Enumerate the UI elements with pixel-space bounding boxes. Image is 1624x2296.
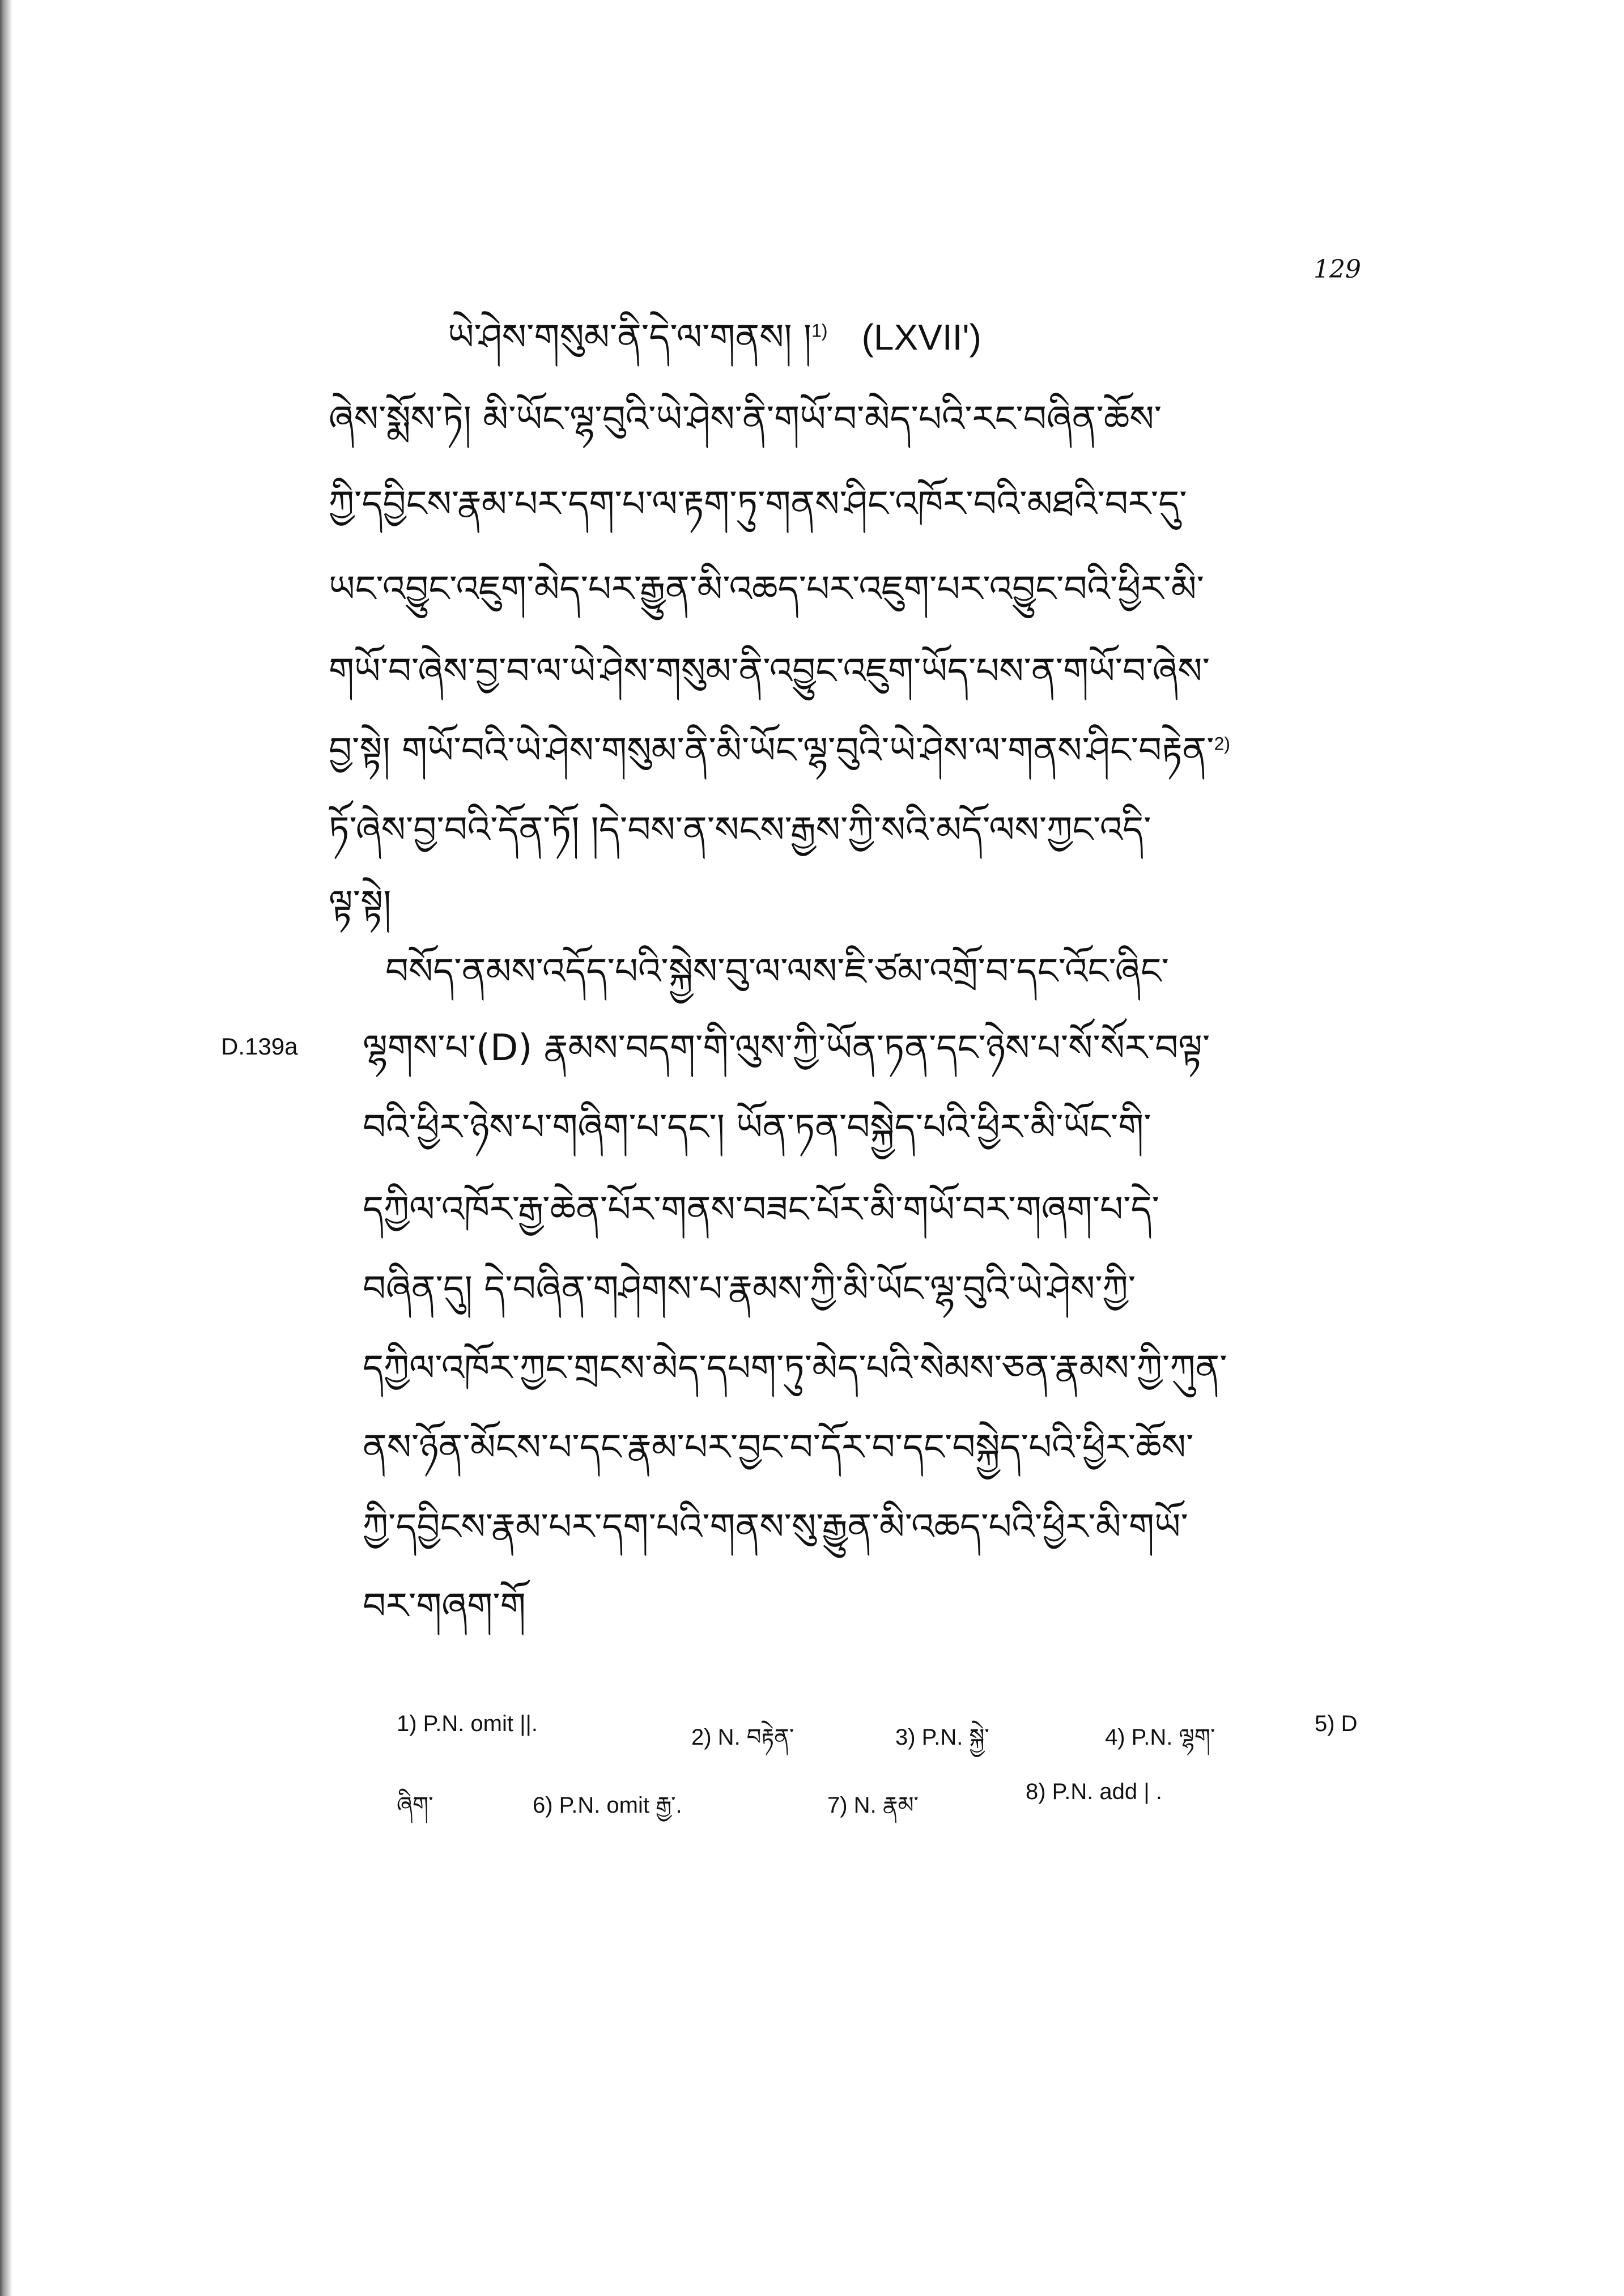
text-line: ནས་ཉོན་མོངས་པ་དང་རྣམ་པར་བྱང་བ་དོར་བ་དང་བསྐྱེད་པའི་ཕྱིར་ཆོས་ [363, 1427, 1194, 1469]
marginal-folio-reference: D.139a [221, 1033, 298, 1060]
footnote: 6) P.N. omit རྒྱ་. [533, 1793, 682, 1818]
text-line: དཀྱིལ་འཁོར་རྒྱ་ཆེན་པོར་གནས་བཟང་པོར་མི་གཡོ་བར་གཞག་པ་དེ་ [363, 1189, 1160, 1231]
text-line: བར་གཞག་གོ [363, 1585, 526, 1627]
footnote: 4) P.N. ལྷག་ [1105, 1725, 1215, 1750]
text-line: ཀྱི་དབྱིངས་རྣམ་པར་དག་པའི་གནས་སུ་རྒྱུན་མི་འཆད་པའི་ཕྱིར་མི་གཡོ་ [363, 1506, 1188, 1548]
page-binding-edge [0, 0, 12, 2296]
text-line: དཀྱིལ་འཁོར་ཀྱང་གྲངས་མེད་དཔག་ཏུ་མེད་པའི་སེམས་ཅན་རྣམས་ཀྱི་ཀུན་ [363, 1347, 1227, 1389]
footnote: 7) N. རྣམ་ [827, 1793, 919, 1818]
footnote: 5) D [1315, 1711, 1358, 1736]
footnote-mark: 2) [1214, 733, 1231, 754]
footnote: 2) N. བརྟེན་ [691, 1725, 794, 1750]
section-heading [448, 317, 981, 358]
page-number: 129 [1313, 255, 1361, 284]
text-line: ཞེས་སྨོས་ཏེ། མི་ཡོང་ལྷ་བུའི་ཡེ་ཤེས་ནི་གཡོ་བ་མེད་པའི་རང་བཞིན་ཆོས་ [329, 398, 1162, 440]
footnote: 1) P.N. omit ||. [397, 1711, 538, 1736]
text-line: བསོད་ནམས་འདོད་པའི་སྐྱེས་བུ་ལ་ལས་ཇི་ཙམ་འགྲོ་བ་དང་འོང་ཞིང་ [385, 951, 1169, 993]
footnote: 8) P.N. add | . [1026, 1779, 1162, 1804]
heading-tibetan: ཡེ་ཤེས་གསུམ་ནི་དེ་ལ་གནས། ། [448, 317, 812, 359]
footnote: 3) P.N. སྐྱེ་ [895, 1725, 989, 1750]
heading-footnote-mark: 1) [811, 320, 828, 341]
text-line: བའི་ཕྱིར་ཉེས་པ་གཞིག་པ་དང་། ཡོན་ཏན་བསྐྱེད་པའི་ཕྱིར་མི་ཡོང་གི་ [363, 1107, 1151, 1149]
text-line: ལྷགས་པ་(D) རྣམས་བདག་གི་ལུས་ཀྱི་ཡོན་ཏན་དང་ཉེས་པ་སོ་སོར་བལྟ་ [363, 1027, 1210, 1069]
text-line: ལྟ་སྟེ། [329, 883, 392, 925]
text-line: གཡོ་བ་ཞེས་བྱ་བ་ལ་ཡེ་ཤེས་གསུམ་ནི་འབྱུང་འཇུག་ཡོད་པས་ན་གཡོ་བ་ཞེས་ [329, 650, 1210, 692]
text-line: ཡང་འབྱུང་འཇུག་མེད་པར་རྒྱུན་མི་འཆད་པར་འཇུག་པར་འབྱུང་བའི་ཕྱིར་མི་ [329, 568, 1204, 610]
text-line: ཀྱི་དབྱིངས་རྣམ་པར་དག་པ་ལ་རྟག་ཏུ་གནས་ཤིང་འཁོར་བའི་མཐའི་བར་དུ་ [329, 483, 1187, 525]
text-line: བཞིན་དུ། དེ་བཞིན་གཤེགས་པ་རྣམས་ཀྱི་མི་ཡོང་ལྷ་བུའི་ཡེ་ཤེས་ཀྱི་ [363, 1268, 1136, 1310]
text-line [329, 731, 1230, 771]
footnote: ཞིག་ [397, 1793, 433, 1818]
text-line: ཏོ་ཞེས་བྱ་བའི་དོན་ཏོ། །དེ་བས་ན་སངས་རྒྱས་ཀྱི་སའི་མདོ་ལས་ཀྱང་འདི་ [329, 809, 1151, 851]
heading-roman-number: (LXVII') [861, 317, 981, 358]
text-line-content: བྱ་སྟེ། གཡོ་བའི་ཡེ་ཤེས་གསུམ་ནི་མི་ཡོང་ལྷ་བུའི་ཡེ་ཤེས་ལ་གནས་ཤིང་བརྟེན་ [329, 730, 1214, 772]
